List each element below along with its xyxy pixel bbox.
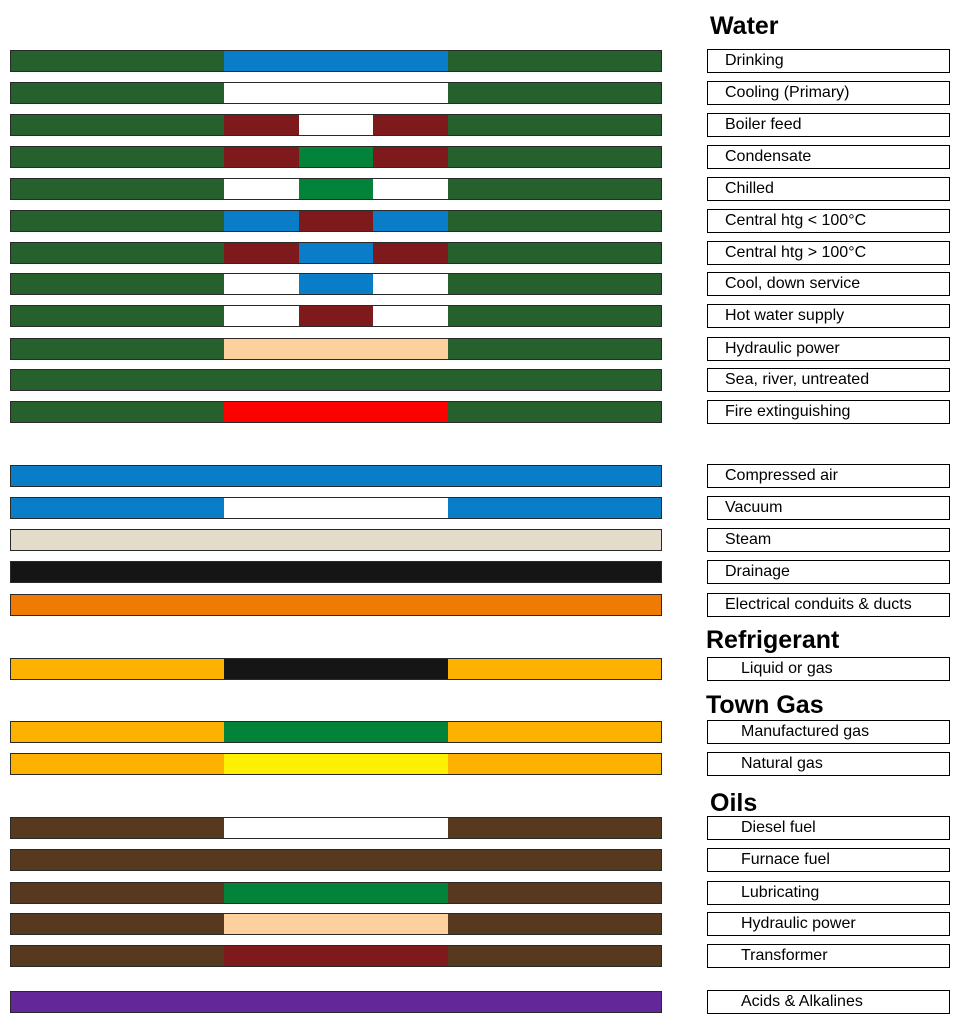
pipe-bar-drainage <box>10 561 662 583</box>
label-lubricating: Lubricating <box>707 881 950 905</box>
pipe-bar-hydraulic-power <box>10 338 662 360</box>
label-condensate: Condensate <box>707 145 950 169</box>
pipe-bar-cooling-primary <box>10 82 662 104</box>
label-hot-water-supply: Hot water supply <box>707 304 950 328</box>
label-sea-river-untreated: Sea, river, untreated <box>707 368 950 392</box>
color-band-air-blue <box>224 51 448 71</box>
color-band-maroon <box>299 306 374 326</box>
label-acids-alkalines: Acids & Alkalines <box>707 990 950 1014</box>
pipe-bar-liquid-or-gas <box>10 658 662 680</box>
pipe-bar-fire-extinguishing <box>10 401 662 423</box>
pipe-bar-drinking <box>10 50 662 72</box>
label-hydraulic-power: Hydraulic power <box>707 912 950 936</box>
label-manufactured-gas: Manufactured gas <box>707 720 950 744</box>
pipe-bar-diesel-fuel <box>10 817 662 839</box>
label-hydraulic-power: Hydraulic power <box>707 337 950 361</box>
color-band-emerald <box>224 883 448 903</box>
label-diesel-fuel: Diesel fuel <box>707 816 950 840</box>
pipe-bar-cool-down-service <box>10 273 662 295</box>
color-band-red <box>224 402 448 422</box>
pipe-bar-sea-river-untreated <box>10 369 662 391</box>
pipe-bar-lubricating <box>10 882 662 904</box>
color-band-white <box>224 818 448 838</box>
label-chilled: Chilled <box>707 177 950 201</box>
color-band-maroon <box>224 147 299 167</box>
pipe-bar-natural-gas <box>10 753 662 775</box>
pipe-bar-hydraulic-power <box>10 913 662 935</box>
label-furnace-fuel: Furnace fuel <box>707 848 950 872</box>
label-liquid-or-gas: Liquid or gas <box>707 657 950 681</box>
color-band-white <box>224 306 299 326</box>
color-band-air-blue <box>299 274 374 294</box>
label-drainage: Drainage <box>707 560 950 584</box>
label-electrical-conduits-ducts: Electrical conduits & ducts <box>707 593 950 617</box>
label-compressed-air: Compressed air <box>707 464 950 488</box>
pipe-bar-central-htg-100-c <box>10 210 662 232</box>
pipe-bar-acids-alkalines <box>10 991 662 1013</box>
color-band-maroon <box>373 115 448 135</box>
pipe-bar-furnace-fuel <box>10 849 662 871</box>
label-drinking: Drinking <box>707 49 950 73</box>
color-band-air-blue <box>299 243 374 263</box>
pipe-bar-condensate <box>10 146 662 168</box>
heading-refrigerant: Refrigerant <box>706 626 840 654</box>
pipe-bar-vacuum <box>10 497 662 519</box>
color-band-white <box>224 498 448 518</box>
color-band-white <box>373 274 448 294</box>
color-band-white <box>224 179 299 199</box>
color-band-peach <box>224 339 448 359</box>
color-band-maroon <box>224 115 299 135</box>
color-band-maroon <box>224 946 448 966</box>
color-band-white <box>299 115 374 135</box>
color-band-emerald <box>299 147 374 167</box>
label-fire-extinguishing: Fire extinguishing <box>707 400 950 424</box>
label-cool-down-service: Cool, down service <box>707 272 950 296</box>
pipe-bar-central-htg-100-c <box>10 242 662 264</box>
pipe-bar-transformer <box>10 945 662 967</box>
pipe-bar-electrical-conduits-ducts <box>10 594 662 616</box>
pipe-bar-chilled <box>10 178 662 200</box>
color-band-air-blue <box>373 211 448 231</box>
pipe-bar-hot-water-supply <box>10 305 662 327</box>
color-band-emerald <box>299 179 374 199</box>
color-band-yellow <box>224 754 448 774</box>
color-band-maroon <box>224 243 299 263</box>
color-band-black <box>224 659 448 679</box>
color-band-maroon <box>373 147 448 167</box>
color-band-white <box>224 83 448 103</box>
heading-water: Water <box>710 12 779 40</box>
label-steam: Steam <box>707 528 950 552</box>
label-vacuum: Vacuum <box>707 496 950 520</box>
label-central-htg-100-c: Central htg > 100°C <box>707 241 950 265</box>
label-boiler-feed: Boiler feed <box>707 113 950 137</box>
label-natural-gas: Natural gas <box>707 752 950 776</box>
label-cooling-primary: Cooling (Primary) <box>707 81 950 105</box>
pipe-bar-compressed-air <box>10 465 662 487</box>
color-band-white <box>373 306 448 326</box>
pipe-bar-steam <box>10 529 662 551</box>
pipe-bar-manufactured-gas <box>10 721 662 743</box>
color-band-maroon <box>299 211 374 231</box>
heading-town-gas: Town Gas <box>706 691 824 719</box>
color-band-maroon <box>373 243 448 263</box>
color-band-air-blue <box>224 211 299 231</box>
pipe-bar-boiler-feed <box>10 114 662 136</box>
label-central-htg-100-c: Central htg < 100°C <box>707 209 950 233</box>
color-band-white <box>224 274 299 294</box>
color-band-white <box>373 179 448 199</box>
label-transformer: Transformer <box>707 944 950 968</box>
color-band-emerald <box>224 722 448 742</box>
heading-oils: Oils <box>710 789 758 817</box>
color-band-peach <box>224 914 448 934</box>
